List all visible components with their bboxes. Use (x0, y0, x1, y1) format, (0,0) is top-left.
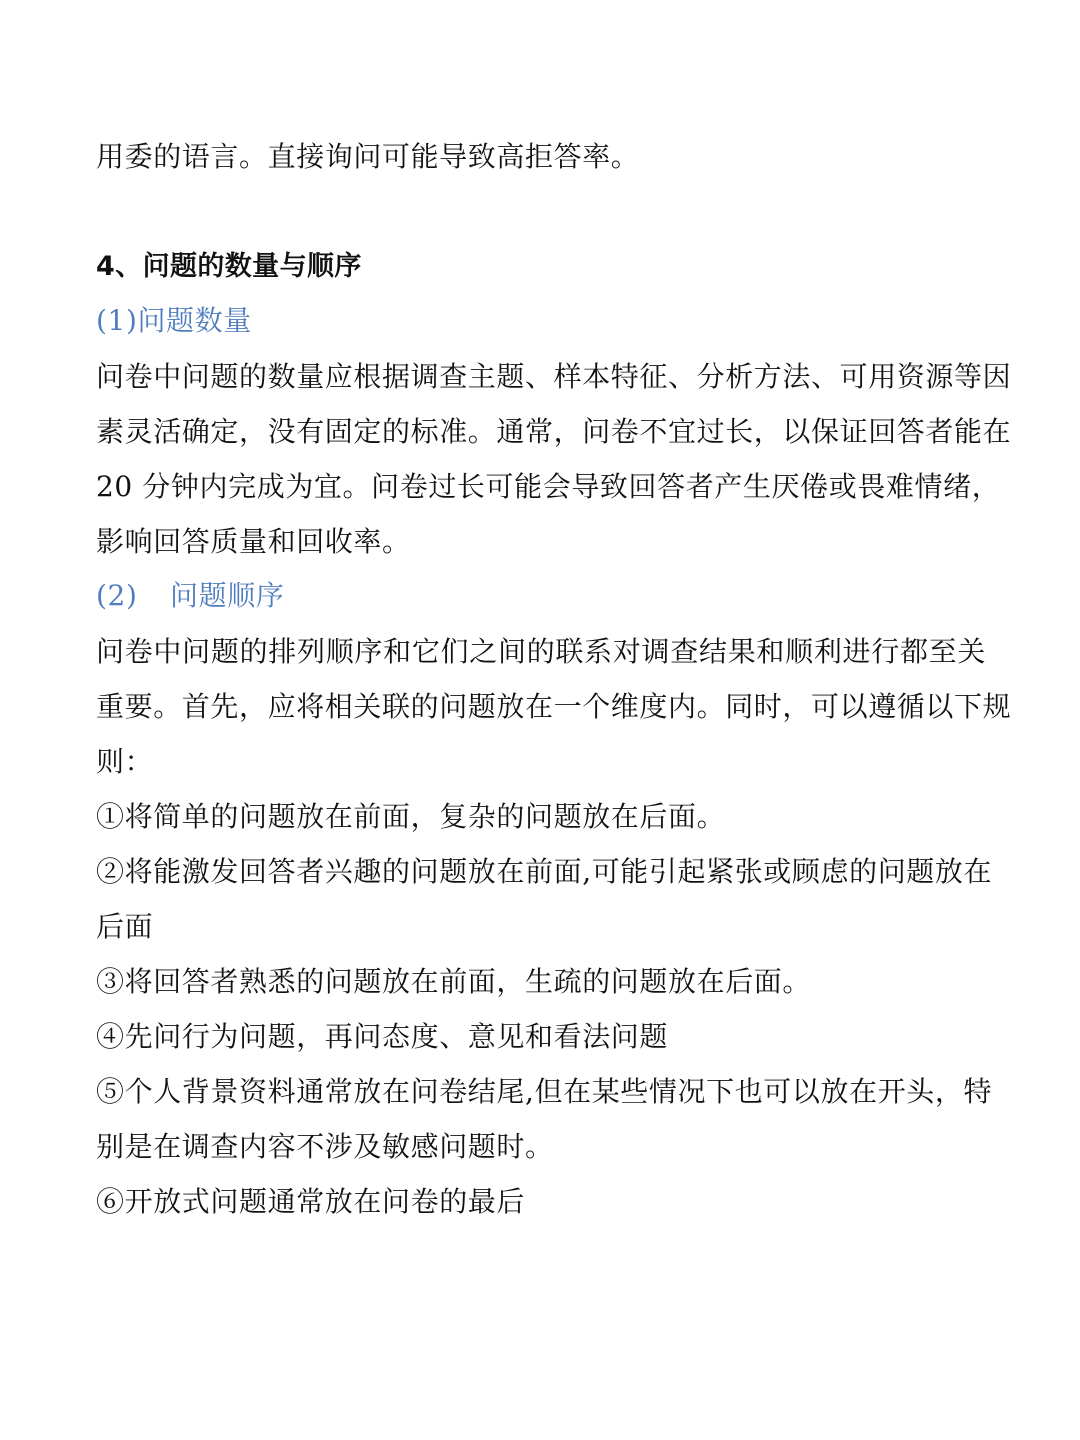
rule-item: ③将回答者熟悉的问题放在前面，生疏的问题放在后面。 (96, 965, 812, 998)
subsection-2-label: 问题顺序 (170, 579, 285, 612)
paragraph-line: 影响回答质量和回收率。 (96, 525, 411, 558)
paragraph-line: 素灵活确定，没有固定的标准。通常，问卷不宜过长，以保证回答者能在 (96, 415, 1012, 448)
subsection-1-title: (1)问题数量 (96, 304, 252, 337)
rule-item: ⑤个人背景资料通常放在问卷结尾,但在某些情况下也可以放在开头，特 (96, 1075, 993, 1108)
rule-item: ①将简单的问题放在前面，复杂的问题放在后面。 (96, 800, 726, 833)
subsection-2-number: (2) (96, 579, 138, 612)
paragraph-line: 重要。首先，应将相关联的问题放在一个维度内。同时，可以遵循以下规 (96, 690, 1012, 723)
rule-item: ⑥开放式问题通常放在问卷的最后 (96, 1185, 526, 1218)
paragraph-line: 问卷中问题的排列顺序和它们之间的联系对调查结果和顺利进行都至关 (96, 635, 986, 668)
rule-item: ④先问行为问题，再问态度、意见和看法问题 (96, 1020, 669, 1053)
section-heading: 4、问题的数量与顺序 (96, 251, 362, 282)
paragraph-line: 则： (96, 745, 154, 778)
paragraph-line: 20 分钟内完成为宜。问卷过长可能会导致回答者产生厌倦或畏难情绪， (96, 470, 1001, 503)
intro-tail-text: 用委的语言。直接询问可能导致高拒答率。 (96, 140, 640, 173)
paragraph-line: 问卷中问题的数量应根据调查主题、样本特征、分析方法、可用资源等因 (96, 360, 1012, 393)
rule-item-continuation: 后面 (96, 910, 154, 943)
subsection-2-title (96, 576, 986, 616)
rule-item: ②将能激发回答者兴趣的问题放在前面,可能引起紧张或顾虑的问题放在 (96, 855, 993, 888)
rule-item-continuation: 别是在调查内容不涉及敏感问题时。 (96, 1130, 554, 1163)
